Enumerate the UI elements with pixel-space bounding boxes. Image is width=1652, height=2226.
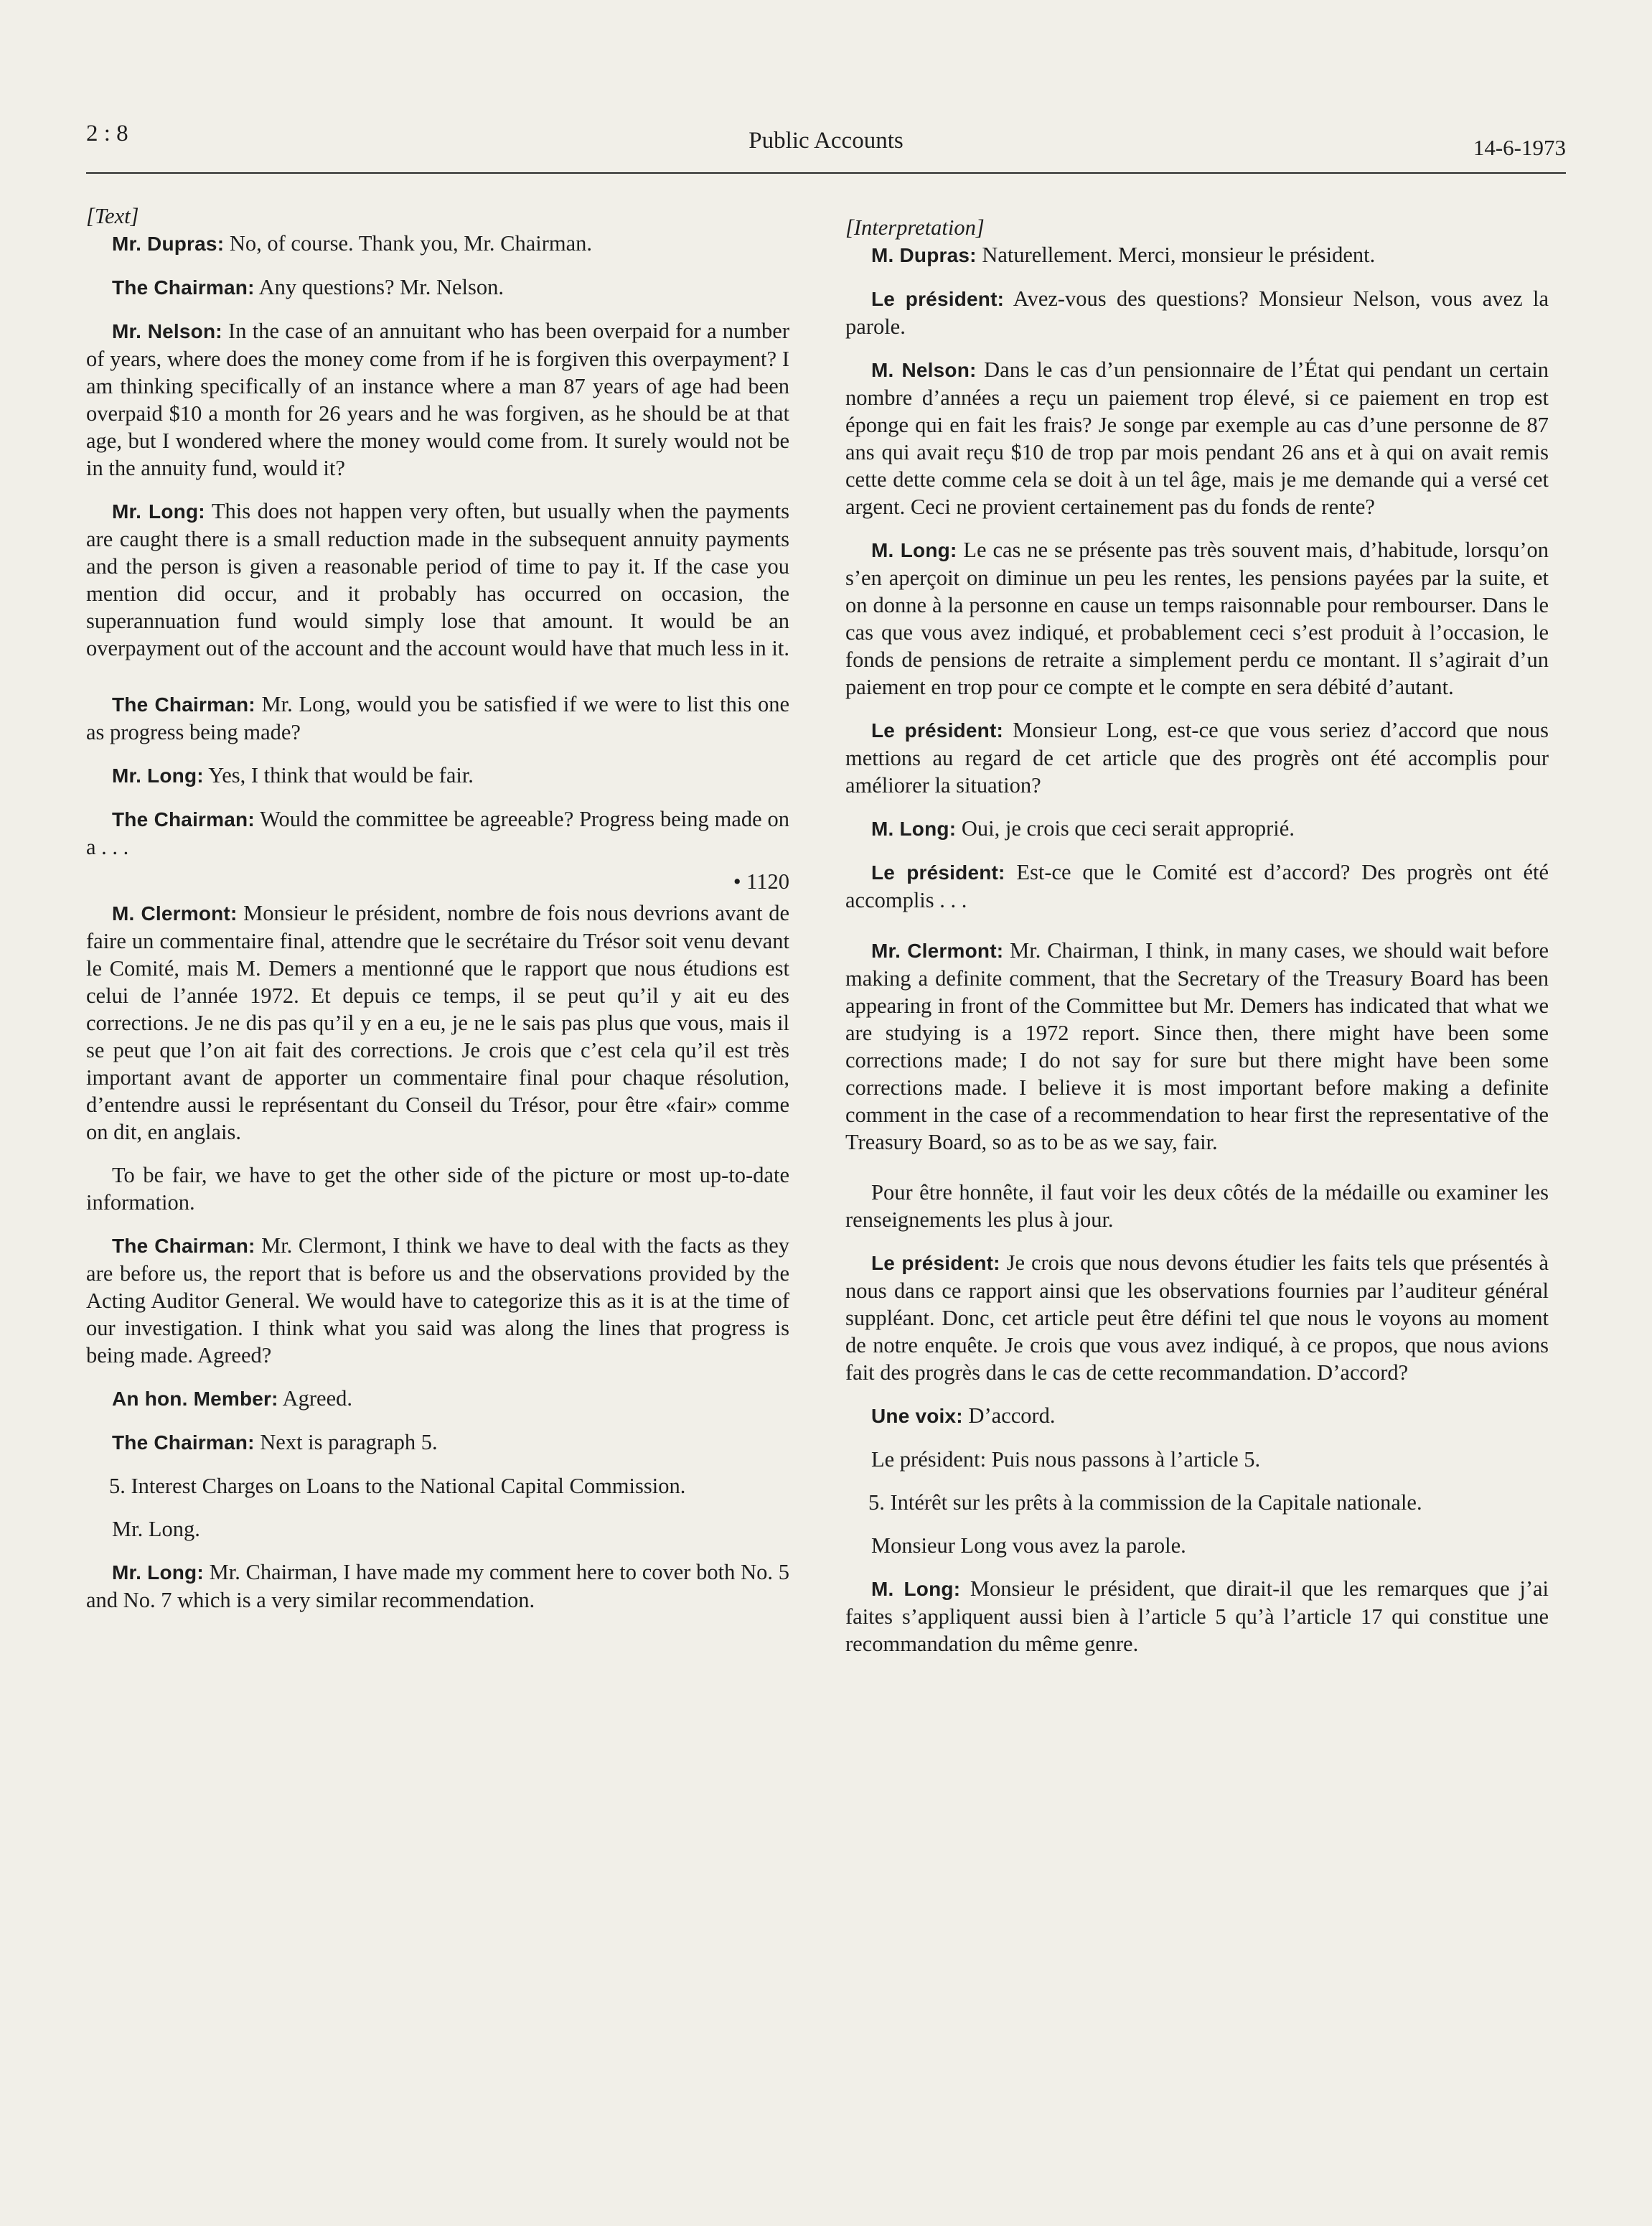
paragraph	[845, 716, 1549, 799]
right-column	[845, 202, 1549, 1673]
speaker-name: The Chairman:	[112, 276, 255, 299]
speaker-name: M. Dupras:	[871, 244, 977, 266]
speech-text: Agreed.	[278, 1386, 352, 1411]
speaker-name: Mr. Long:	[112, 500, 205, 523]
speaker-name: Le président:	[871, 719, 1003, 742]
speech-text: No, of course. Thank you, Mr. Chairman.	[224, 231, 593, 256]
speaker-name: Le président:	[871, 288, 1005, 310]
speech-text: Je crois que nous devons étudier les faits tels que présentés à nous dans ce rapport ainsi que les observations fournies par l’auditeur général suppléant. Donc, cet article peut être défini tel que nous le voyons au moment de notre enquête. Je crois que vous avez indiqué, à ce propos, que nous avions fait des progrès dans le cas de cette recommandation. D’accord?	[845, 1250, 1549, 1385]
speaker-name: M. Long:	[871, 539, 957, 561]
speech-text: Monsieur le président, que dirait-il que les remarques que j’ai faites s’appliquent aussi bien à l’article 5 qu’à l’article 17 qui constitue une recommandation du même genre.	[845, 1576, 1549, 1656]
speaker-name: M. Clermont:	[112, 902, 238, 925]
speaker-name: Mr. Clermont:	[871, 940, 1004, 962]
paragraph	[845, 1402, 1549, 1430]
page-header	[86, 121, 1566, 171]
speech-text: Est-ce que le Comité est d’accord? Des progrès ont été accomplis . . .	[845, 860, 1549, 912]
paragraph	[86, 1385, 789, 1413]
speech-text: Any questions? Mr. Nelson.	[254, 275, 504, 299]
speaker-name: The Chairman:	[112, 693, 255, 716]
speaker-name: Mr. Long:	[112, 1561, 204, 1584]
paragraph: To be fair, we have to get the other side of the picture or most up-to-date information.	[86, 1163, 789, 1215]
speech-text: This does not happen very often, but usually when the payments are caught there is a small reduction made in the subsequent annuity payments and the person is given a reasonable period of time to pay it. If the case you mention did occur, and it probably has occurred on occasion, the superannuation fund would simply lose that amount. It would be an overpayment out of the account and the account would have that much less in it.	[86, 499, 789, 660]
speaker-name: The Chairman:	[112, 1431, 255, 1454]
paragraph: Le président: Puis nous passons à l’article 5.	[871, 1447, 1261, 1472]
speech-text: Monsieur le président, nombre de fois nous devrions avant de faire un commentaire final, attendre que le secrétaire du Trésor soit venu devant le Comité, mais M. Demers a mentionné que le rapport que nous étudions est celui de l’année 1972. Et depuis ce temps, il se peut qu’il y ait eu des corrections. Je ne dis pas qu’il y en a eu, je ne le sais pas plus que vous, mais il se peut que l’on ait fait des corrections. Je crois que c’est cela qu’il est très important avant de apporter un commentaire final pour chaque résolution, d’entendre aussi le représentant du Conseil du Trésor, pour être «fair» comme on dit, en anglais.	[86, 901, 789, 1144]
paragraph: Pour être honnête, il faut voir les deux côtés de la médaille ou examiner les renseignements les plus à jour.	[845, 1180, 1549, 1232]
paragraph	[845, 859, 1549, 914]
speech-text: Mr. Chairman, I have made my comment here to cover both No. 5 and No. 7 which is a very similar recommendation.	[86, 1560, 789, 1612]
paragraph	[86, 899, 789, 1146]
speech-text: Mr. Clermont, I think we have to deal with the facts as they are before us, the report that is before us and the observations provided by the Acting Auditor General. We would have to categorize this as it is at the time of our investigation. I think what you said was along the lines that progress is being made. Agreed?	[86, 1233, 789, 1367]
paragraph: Mr. Long.	[112, 1517, 200, 1541]
speaker-name: M. Long:	[871, 818, 957, 840]
paragraph	[845, 1575, 1549, 1657]
speaker-name: Une voix:	[871, 1405, 963, 1427]
running-title: Public Accounts	[748, 128, 904, 154]
speaker-name: The Chairman:	[112, 808, 255, 831]
page-number: 2 : 8	[86, 121, 128, 146]
language-tag: [Interpretation]	[845, 215, 985, 240]
paragraph	[845, 815, 1549, 843]
speaker-name: Le président:	[871, 861, 1005, 884]
agenda-item: 5. Intérêt sur les prêts à la commission de la Capitale nationale.	[868, 1490, 1422, 1515]
paragraph	[86, 691, 789, 746]
paragraph	[86, 317, 789, 482]
paragraph	[845, 937, 1549, 1156]
paragraph	[86, 230, 789, 258]
header-rule	[86, 172, 1566, 174]
speech-text: Naturellement. Merci, monsieur le président.	[976, 243, 1376, 267]
speech-text: Oui, je crois que ceci serait approprié.	[956, 816, 1295, 841]
language-tag: [Text]	[86, 204, 139, 228]
speaker-name: Mr. Dupras:	[112, 233, 225, 255]
speaker-name: M. Long:	[871, 1578, 961, 1600]
agenda-item: 5. Interest Charges on Loans to the National Capital Commission.	[109, 1474, 686, 1498]
speech-text: Avez-vous des questions? Monsieur Nelson, vous avez la parole.	[845, 286, 1549, 339]
paragraph	[845, 285, 1549, 340]
speech-text: Monsieur Long, est-ce que vous seriez d’accord que nous mettions au regard de cet article que des progrès ont été accomplis pour améliorer la situation?	[845, 718, 1549, 798]
paragraph	[845, 241, 1549, 269]
speech-text: Mr. Long, would you be satisfied if we were to list this one as progress being made?	[86, 692, 789, 744]
paragraph: Monsieur Long vous avez la parole.	[871, 1533, 1186, 1558]
paragraph	[86, 762, 789, 790]
paragraph	[86, 1428, 789, 1456]
time-marker: • 1120	[733, 869, 789, 894]
paragraph	[845, 536, 1549, 701]
speech-text: In the case of an annuitant who has been overpaid for a number of years, where does the money come from if he is forgiven this overpayment? I am thinking specifically of an instance where a man 87 years of age had been overpaid $10 a month for 26 years and he was forgiven, as he should be at that age, but I wondered where the money would come from. It surely would not be in the annuity fund, would it?	[86, 319, 789, 480]
speech-text: Yes, I think that would be fair.	[203, 763, 474, 787]
speech-text: Dans le cas d’un pensionnaire de l’État qui pendant un certain nombre d’années a reçu un paiement trop élevé, si ce paiement en trop est éponge qui en fait les frais? Je songe par exemple au cas d’une personne de 87 ans qui avait reçu $10 de trop par mois pendant 26 ans et à qui on avait remis cette dette comme cela se doit à un tel âge, mais je me demande qui a versé cet argent. Ceci ne provient certainement pas du fonds de rente?	[845, 357, 1549, 519]
paragraph	[86, 1558, 789, 1614]
speech-text: Le cas ne se présente pas très souvent mais, d’habitude, lorsqu’on s’en aperçoit on diminue un peu les rentes, les pensions payées par la suite, et on donne à la personne en cause un temps raisonnable pour rembourser. Dans le cas que vous avez indiqué, et probablement ceci s’est produit à l’occasion, le fonds de pensions de retraite a simplement perdu ce montant. Il s’agirait d’un paiement en trop pour ce compte et le compte en sera débité d’autant.	[845, 538, 1549, 699]
speech-text: D’accord.	[962, 1403, 1056, 1428]
speaker-name: An hon. Member:	[112, 1388, 278, 1410]
paragraph	[86, 273, 789, 301]
speaker-name: Mr. Nelson:	[112, 320, 222, 342]
header-date: 14-6-1973	[1473, 135, 1566, 160]
paragraph	[845, 356, 1549, 520]
paragraph	[86, 805, 789, 861]
speaker-name: The Chairman:	[112, 1235, 255, 1257]
speech-text: Mr. Chairman, I think, in many cases, we should wait before making a definite comment, that the Secretary of the Treasury Board has been appearing in front of the Committee but Mr. Demers has indicated that what we are studying is a 1972 report. Since then, there might have been some corrections made; I do not say for sure but there might have been some corrections made. I believe it is most important before making a definite comment in the case of a recommendation to hear first the representative of the Treasury Board, so as to be as we say, fair.	[845, 938, 1549, 1154]
left-column	[86, 202, 789, 1629]
speech-text: Would the committee be agreeable? Progress being made on a . . .	[86, 807, 789, 859]
paragraph	[86, 1232, 789, 1369]
speaker-name: M. Nelson:	[871, 359, 977, 381]
speaker-name: Mr. Long:	[112, 764, 204, 787]
paragraph	[86, 497, 789, 662]
speech-text: Next is paragraph 5.	[254, 1430, 438, 1454]
speaker-name: Le président:	[871, 1252, 1000, 1274]
paragraph	[845, 1249, 1549, 1386]
